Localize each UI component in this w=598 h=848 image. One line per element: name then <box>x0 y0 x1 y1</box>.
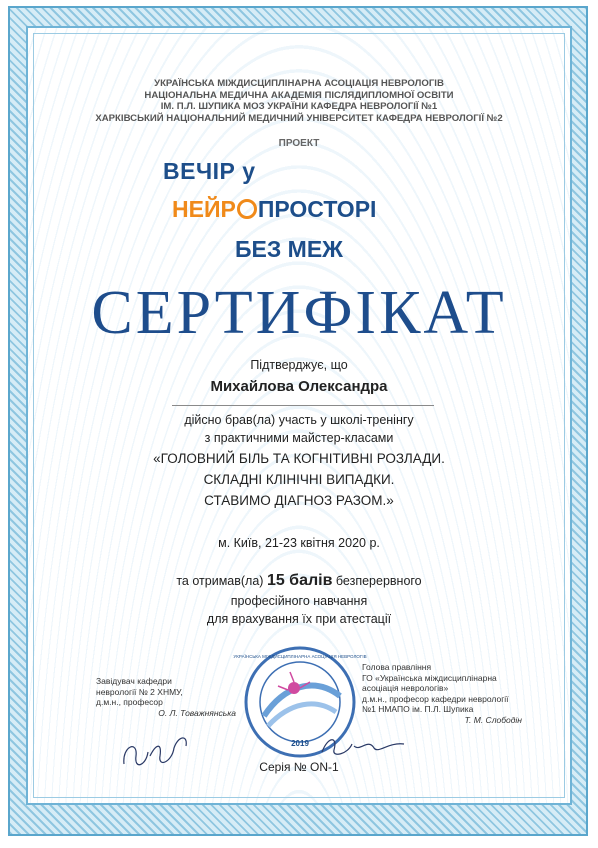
organizations-header <box>60 78 538 124</box>
signatory-line: Завідувач кафедри <box>96 676 172 686</box>
course-title-line: СТАВИМО ДІАГНОЗ РАЗОМ.» <box>204 493 394 508</box>
credits-points: 15 балів <box>266 572 333 589</box>
signatory-line: ГО «Українська міждисциплінарна <box>362 672 497 683</box>
signature-right <box>318 732 408 760</box>
signatory-name: Т. М. Слободін <box>464 714 522 725</box>
signatory-right <box>362 662 542 725</box>
credits-line: професійного навчання <box>230 594 368 608</box>
logo-line-2 <box>172 196 376 223</box>
seal-ring-text: УКРАЇНСЬКА МІЖДИСЦИПЛІНАРНА АСОЦІАЦІЯ НЕВРОЛОГІВ <box>233 654 367 659</box>
participation-line: дійсно брав(ла) участь у школі-тренінгу <box>184 413 414 427</box>
course-title-line: СКЛАДНІ КЛІНІЧНІ ВИПАДКИ. <box>203 472 395 487</box>
course-title-line: «ГОЛОВНИЙ БІЛЬ ТА КОГНІТИВНІ РОЗЛАДИ. <box>153 451 445 466</box>
name-underline <box>172 405 434 406</box>
header-line: НАЦІОНАЛЬНА МЕДИЧНА АКАДЕМІЯ ПІСЛЯДИПЛОМНОЇ ОСВІТИ <box>144 89 454 101</box>
signatory-line: Голова правління <box>362 662 432 672</box>
signatory-name: О. Л. Товажнянська <box>158 707 236 718</box>
signatory-line: неврології № 2 ХНМУ, <box>96 686 183 697</box>
logo-word-part: НЕЙР <box>172 196 236 222</box>
signatory-line: д.м.н., професор <box>96 697 163 707</box>
seal-year: 2019 <box>291 739 309 748</box>
credits-line <box>0 572 598 590</box>
signatory-line: асоціація неврологів» <box>362 683 449 693</box>
signatory-left <box>96 676 236 718</box>
recipient-name: Михайлова Олександра <box>210 378 388 395</box>
project-label: ПРОЕКТ <box>278 138 320 149</box>
participation-line: з практичними майстер-класами <box>204 431 394 445</box>
series-number: Серія № ON-1 <box>259 760 339 774</box>
logo-line-1: ВЕЧІР у <box>163 158 256 184</box>
signatory-line: №1 НМАПО ім. П.Л. Шупика <box>362 704 474 714</box>
header-line: УКРАЇНСЬКА МІЖДИСЦИПЛІНАРНА АСОЦІАЦІЯ НЕВРОЛОГІВ <box>154 78 444 89</box>
neuron-icon <box>237 199 257 219</box>
logo-word-part: ПРОСТОРІ <box>257 196 377 222</box>
logo-line-3: БЕЗ МЕЖ <box>235 236 343 262</box>
confirms-text: Підтверджує, що <box>250 358 348 372</box>
credits-line: для врахування їх при атестації <box>206 612 392 626</box>
certificate-title: СЕРТИФІКАТ <box>91 279 507 347</box>
signatory-line: д.м.н., професор кафедри неврології <box>362 693 509 704</box>
credits-prefix: та отримав(ла) <box>176 574 264 588</box>
place-date: м. Київ, 21-23 квітня 2020 р. <box>218 536 380 550</box>
header-line: ІМ. П.Л. ШУПИКА МОЗ УКРАЇНИ КАФЕДРА НЕВРОЛОГІЇ №1 <box>160 101 438 112</box>
header-line: ХАРКІВСЬКИЙ НАЦІОНАЛЬНИЙ МЕДИЧНИЙ УНІВЕРСИТЕТ КАФЕДРА НЕВРОЛОГІЇ №2 <box>95 112 503 124</box>
credits-suffix: безперервного <box>335 574 422 588</box>
